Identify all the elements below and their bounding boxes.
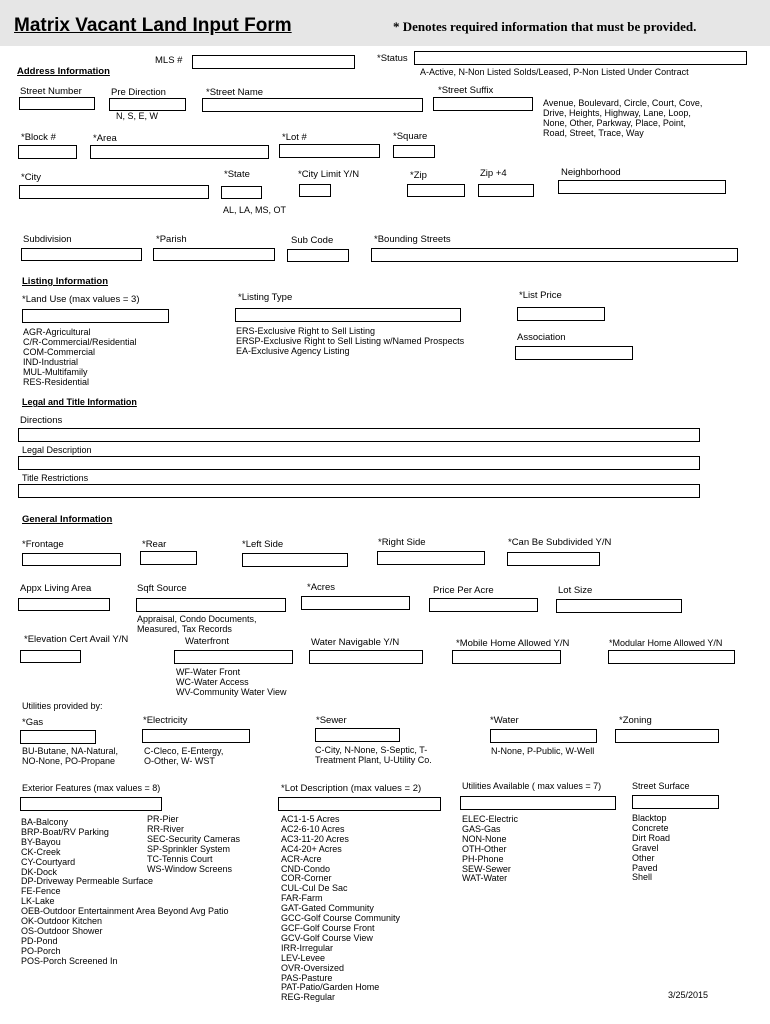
zoning-label: *Zoning <box>619 715 652 726</box>
water-input[interactable] <box>490 729 597 743</box>
form-date: 3/25/2015 <box>668 990 709 1000</box>
elevation-cert-input[interactable] <box>20 650 81 663</box>
waterfront-options: WF-Water Front WC-Water Access WV-Community Water View <box>176 667 287 697</box>
sewer-options: C-City, N-None, S-Septic, T- Treatment Plant, U-Utility Co. <box>315 745 432 765</box>
lot-size-label: Lot Size <box>558 585 593 596</box>
neighborhood-input[interactable] <box>558 180 726 194</box>
street-number-label: Street Number <box>20 86 82 97</box>
gas-input[interactable] <box>20 730 96 744</box>
right-side-label: *Right Side <box>378 537 426 548</box>
utilities-available-options: ELEC-Electric GAS-Gas NON-None OTH-Other PH-Phone SEW-Sewer WAT-Water <box>462 814 519 884</box>
street-name-label: *Street Name <box>206 87 264 98</box>
subdivision-label: Subdivision <box>23 234 72 245</box>
state-label: *State <box>224 169 250 180</box>
street-surface-input[interactable] <box>632 795 719 809</box>
listing-type-label: *Listing Type <box>238 292 293 303</box>
can-subdivide-input[interactable] <box>507 552 600 566</box>
lot-description-options: AC1-1-5 Acres AC2-6-10 Acres AC3-11-20 Acres AC4-20+ Acres ACR-Acre CND-Condo COR-Corner CUL-Cul De Sac FAR-Farm GAT-Gated Community GCC-Golf Course Community GCF-Golf Course Front GCV-Golf Course View IRR-Irregular LEV-Levee OVR-Oversized PAS-Pasture PAT-Patio/Garden Home REG-Regular <box>281 814 401 1003</box>
gas-label: *Gas <box>22 717 44 728</box>
waterfront-input[interactable] <box>174 650 293 664</box>
water-navigable-input[interactable] <box>309 650 423 664</box>
mls-label: MLS # <box>155 55 183 66</box>
sqft-source-options: Appraisal, Condo Documents, Measured, Tax Records <box>137 614 257 634</box>
legal-description-input[interactable] <box>18 456 700 470</box>
block-label: *Block # <box>21 132 56 143</box>
waterfront-label: Waterfront <box>185 636 229 647</box>
utilities-provided-label: Utilities provided by: <box>22 701 103 711</box>
city-limit-input[interactable] <box>299 184 331 197</box>
price-per-acre-input[interactable] <box>429 598 538 612</box>
sqft-source-input[interactable] <box>136 598 286 612</box>
required-note: * Denotes required information that must be provided. <box>393 19 697 34</box>
status-options: A-Active, N-Non Listed Solds/Leased, P-Non Listed Under Contract <box>420 67 689 77</box>
address-section-heading: Address Information <box>17 66 110 77</box>
association-label: Association <box>517 332 566 343</box>
bounding-streets-input[interactable] <box>371 248 738 262</box>
land-use-label: *Land Use (max values = 3) <box>22 294 140 305</box>
state-input[interactable] <box>221 186 262 199</box>
street-suffix-options: Avenue, Boulevard, Circle, Court, Cove, Drive, Heights, Highway, Lane, Loop, None, Other, Parkway, Place, Point, Road, Street, Trace, Way <box>543 98 703 138</box>
modular-home-label: *Modular Home Allowed Y/N <box>609 638 723 648</box>
water-label: *Water <box>490 715 519 726</box>
city-label: *City <box>21 172 42 183</box>
pre-direction-options: N, S, E, W <box>116 111 159 121</box>
listing-type-input[interactable] <box>235 308 461 322</box>
lot-input[interactable] <box>279 144 380 158</box>
square-input[interactable] <box>393 145 435 158</box>
land-use-input[interactable] <box>22 309 169 323</box>
elevation-cert-label: *Elevation Cert Avail Y/N <box>24 634 129 645</box>
mobile-home-input[interactable] <box>452 650 561 664</box>
listing-type-options: ERS-Exclusive Right to Sell Listing ERSP-Exclusive Right to Sell Listing w/Named Prospects EA-Exclusive Agency Listing <box>236 326 465 356</box>
pre-direction-label: Pre Direction <box>111 87 166 98</box>
city-limit-label: *City Limit Y/N <box>298 169 360 180</box>
zip4-label: Zip +4 <box>480 168 507 179</box>
frontage-input[interactable] <box>22 553 121 566</box>
lot-label: *Lot # <box>282 132 307 143</box>
zip-input[interactable] <box>407 184 465 197</box>
exterior-features-label: Exterior Features (max values = 8) <box>22 783 161 793</box>
price-per-acre-label: Price Per Acre <box>433 585 494 596</box>
left-side-input[interactable] <box>242 553 348 567</box>
sqft-source-label: Sqft Source <box>137 583 187 594</box>
zip4-input[interactable] <box>478 184 534 197</box>
title-restrictions-input[interactable] <box>18 484 700 498</box>
area-input[interactable] <box>90 145 269 159</box>
listing-section-heading: Listing Information <box>22 276 109 287</box>
block-input[interactable] <box>18 145 77 159</box>
gas-options: BU-Butane, NA-Natural, NO-None, PO-Propane <box>22 746 119 766</box>
street-number-input[interactable] <box>19 97 95 110</box>
street-name-input[interactable] <box>202 98 423 112</box>
legal-description-label: Legal Description <box>22 445 92 455</box>
lot-size-input[interactable] <box>556 599 682 613</box>
can-subdivide-label: *Can Be Subdivided Y/N <box>508 537 612 548</box>
square-label: *Square <box>393 131 428 142</box>
electricity-options: C-Cleco, E-Entergy, O-Other, W- WST <box>144 746 224 766</box>
city-input[interactable] <box>19 185 209 199</box>
directions-input[interactable] <box>18 428 700 442</box>
right-side-input[interactable] <box>377 551 485 565</box>
lot-description-label: *Lot Description (max values = 2) <box>281 783 422 794</box>
state-options: AL, LA, MS, OT <box>223 205 287 215</box>
list-price-input[interactable] <box>517 307 605 321</box>
parish-input[interactable] <box>153 248 275 261</box>
zoning-input[interactable] <box>615 729 719 743</box>
water-options: N-None, P-Public, W-Well <box>491 746 595 756</box>
land-use-options: AGR-Agricultural C/R-Commercial/Residential COM-Commercial IND-Industrial MUL-Multifamily RES-Residential <box>23 327 137 387</box>
frontage-label: *Frontage <box>22 539 64 550</box>
acres-label: *Acres <box>307 582 335 593</box>
mobile-home-label: *Mobile Home Allowed Y/N <box>456 638 570 649</box>
list-price-label: *List Price <box>519 290 562 301</box>
form-title: Matrix Vacant Land Input Form <box>14 15 292 36</box>
rear-label: *Rear <box>142 539 167 550</box>
pre-direction-input[interactable] <box>109 98 186 111</box>
title-restrictions-label: Title Restrictions <box>22 473 89 483</box>
status-input[interactable] <box>414 51 747 65</box>
general-section-heading: General Information <box>22 514 113 525</box>
sub-code-label: Sub Code <box>291 235 334 246</box>
left-side-label: *Left Side <box>242 539 284 550</box>
living-area-input[interactable] <box>18 598 110 611</box>
sewer-input[interactable] <box>315 728 400 742</box>
exterior-features-options: BA-Balcony BRP-Boat/RV Parking BY-Bayou CK-Creek CY-Courtyard DK-Dock DP-Driveway Permeable Surface FE-Fence LK-Lake OEB-Outdoor Entertainment Area Beyond Avg Patio OK-Outdoor Kitchen OS-Outdoor Shower PD-Pond PO-Porch POS-Porch Screened In <box>21 817 229 966</box>
neighborhood-label: Neighborhood <box>561 167 621 178</box>
zip-label: *Zip <box>410 170 427 181</box>
area-label: *Area <box>93 133 117 144</box>
electricity-input[interactable] <box>142 729 250 743</box>
status-label: *Status <box>377 53 408 64</box>
street-surface-options: Blacktop Concrete Dirt Road Gravel Other Paved Shell <box>632 813 671 883</box>
bounding-streets-label: *Bounding Streets <box>374 234 451 245</box>
sub-code-input[interactable] <box>287 249 349 262</box>
lot-description-input[interactable] <box>278 797 441 811</box>
association-input[interactable] <box>515 346 633 360</box>
modular-home-input[interactable] <box>608 650 735 664</box>
directions-label: Directions <box>20 415 63 426</box>
living-area-label: Appx Living Area <box>20 583 92 594</box>
legal-section-heading: Legal and Title Information <box>22 397 137 407</box>
exterior-features-input[interactable] <box>20 797 162 811</box>
rear-input[interactable] <box>140 551 197 565</box>
sewer-label: *Sewer <box>316 715 347 726</box>
electricity-label: *Electricity <box>143 715 188 726</box>
parish-label: *Parish <box>156 234 187 245</box>
utilities-available-label: Utilities Available ( max values = 7) <box>462 781 602 791</box>
street-suffix-input[interactable] <box>433 97 533 111</box>
street-surface-label: Street Surface <box>632 781 690 791</box>
acres-input[interactable] <box>301 596 410 610</box>
exterior-features-options-col2: PR-Pier RR-River SEC-Security Cameras SP-Sprinkler System TC-Tennis Court WS-Window Screens <box>147 814 241 874</box>
utilities-available-input[interactable] <box>460 796 616 810</box>
water-navigable-label: Water Navigable Y/N <box>311 637 400 648</box>
street-suffix-label: *Street Suffix <box>438 85 494 96</box>
mls-input[interactable] <box>192 55 355 69</box>
subdivision-input[interactable] <box>21 248 142 261</box>
